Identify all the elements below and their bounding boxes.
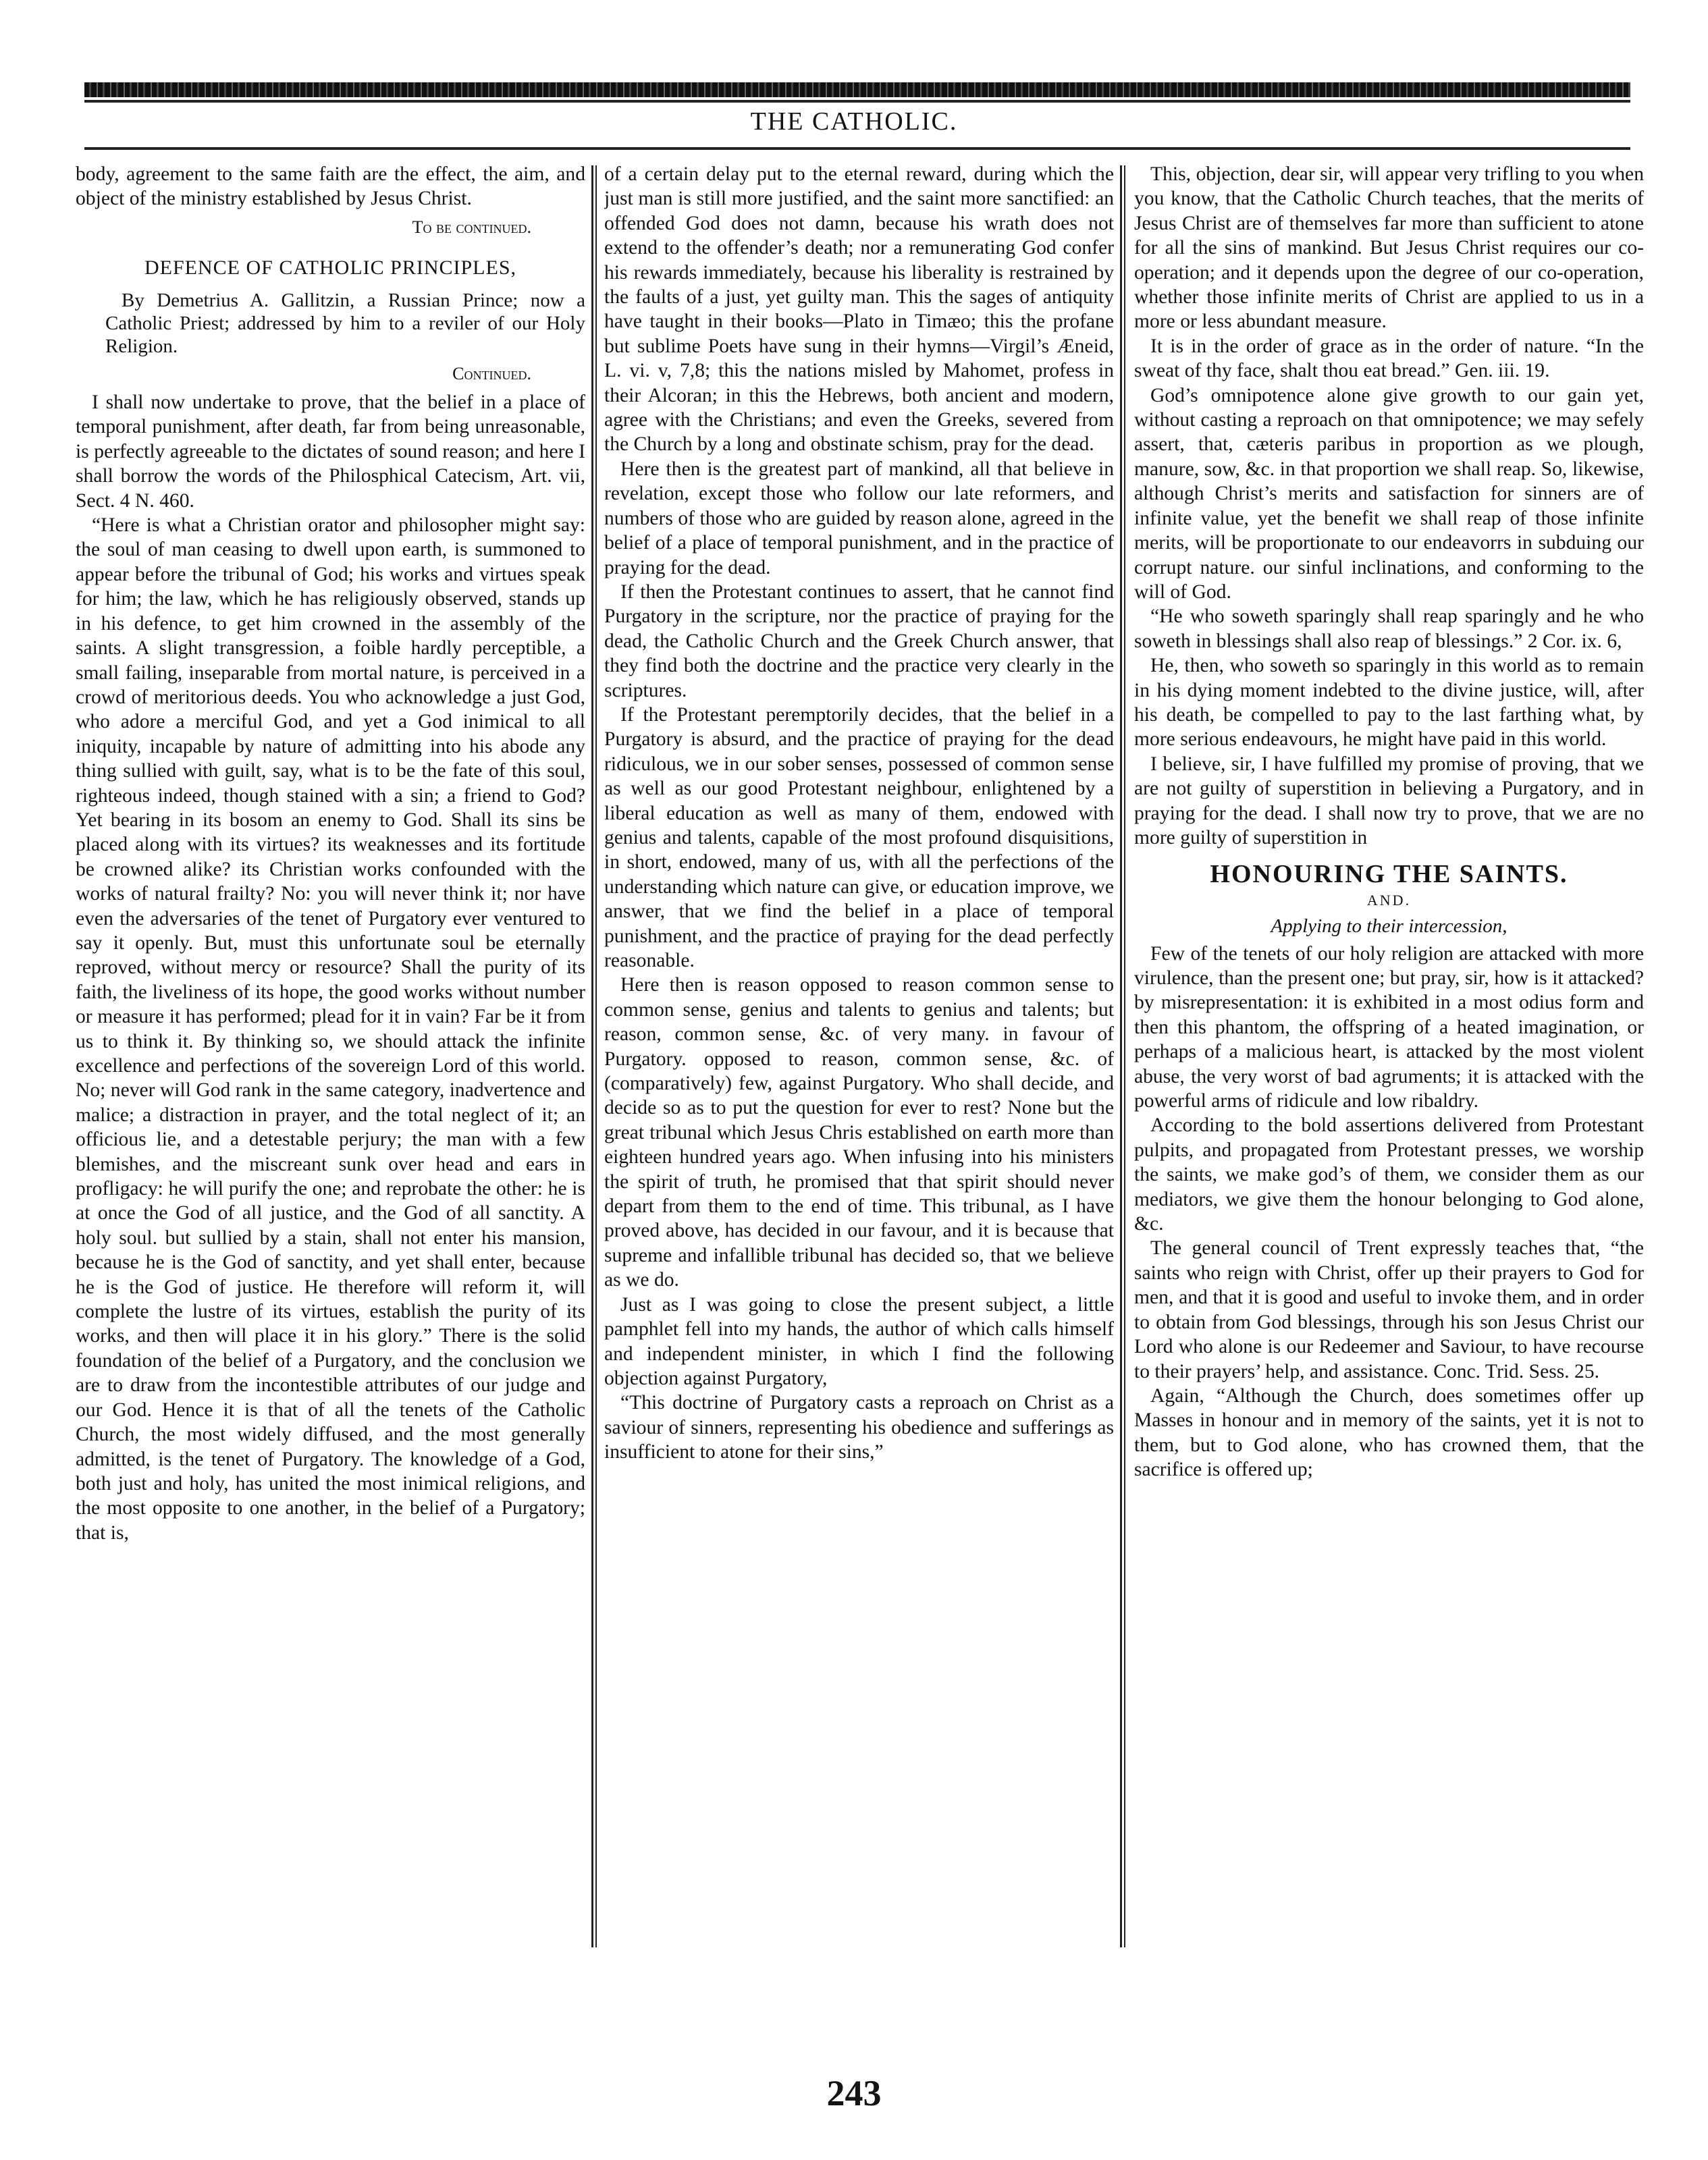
paragraph: Few of the tenets of our holy religion are attacked with more virulence, than the present one; but pray, sir, how is it attacked? by misrepresentation: it is exhibited in a most odius form and then this phantom, the offspring of a heated imagination, or perhaps of a malicious heart, is attacked by the most violent abuse, the very worst of bad agruments; it is attacked with the powerful arms of ridicule and low ribaldry. xyxy=(1134,942,1644,1112)
page-number: 243 xyxy=(826,2073,882,2113)
column-middle xyxy=(604,162,1114,1958)
paragraph: Here then is reason opposed to reason common sense to common sense, genius and talents to genius and talents; but reason, common sense, &c. of very many. in favour of Purgatory. opposed to reason, common sense, &c. of (comparatively) few, against Purgatory. Who shall decide, and decide so as to put the question for ever to rest? None but the great tribunal which Jesus Chris established on earth more than eighteen hundred years ago. When infusing into his ministers the spirit of truth, he promised that that spirit should never depart from them to the end of time. This tribunal, as I have proved above, has decided in our favour, and it is because that supreme and infallible tribunal has decided so, that we believe as we do. xyxy=(604,974,1114,1291)
paragraph: He, then, who soweth so sparingly in this world as to remain in his dying moment indebted to the divine justice, will, after his death, be compelled to pay to the last farthing what, by more serious endeavours, he might have paid in this world. xyxy=(1134,655,1644,751)
section-heading: HONOURING THE SAINTS. xyxy=(1210,860,1568,889)
paragraph: God’s omnipotence alone give growth to our gain yet, without casting a reproach on that omnipotence; we may sefely assert, that, cæteris paribus in proportion as we plough, manure, sow, &c. in that proportion we shall reap. So, likewise, although Christ’s merits and satisfaction for sinners are of infinite value, yet the benefit we shall reap of those infinite merits, will be proportionate to our endeavorrs in subduing our corrupt nature. our sinful inclinations, and conforming to the will of God. xyxy=(1134,384,1644,603)
column-left xyxy=(76,162,585,1958)
paragraph: of a certain delay put to the eternal reward, during which the just man is still more justified, and the saint more sanctified: an offended God does not damn, because his wrath does not extend to the offender’s death; nor a remunerating God confer his rewards immediately, because his liberality is restrained by the faults of a just, yet guilty man. This the sages of antiquity have taught in their books—Plato in Timæo; this the profane but sublime Poets have sung in their hymns—Virgil’s Æneid, L. vi. v, 7,8; this the nations misled by Mahomet, profess in their Alcoran; in this the Hebrews, both ancient and modern, agree with the Christians; and even the Greeks, severed from the Church by a long and obstinate schism, pray for the dead. xyxy=(604,163,1114,456)
paragraph: It is in the order of grace as in the order of nature. “In the sweat of thy face, shalt thou eat bread.” Gen. iii. 19. xyxy=(1134,335,1644,382)
article-title: DEFENCE OF CATHOLIC PRINCIPLES, xyxy=(144,256,517,279)
paragraph: If the Protestant peremptorily decides, that the belief in a Purgatory is absurd, and the practice of praying for the dead ridiculous, we in our sober senses, possessed of common sense as well as our good Protestant neighbour, enlightened by a liberal education as well as many of them, endowed with genius and talents, capable of the most profound disquisitions, in short, endowed, many of us, with all the perfections of the understanding which nature can give, or education improve, we answer, that we find the belief in a place of temporal punishment, and the practice of praying for the dead perfectly reasonable. xyxy=(604,703,1114,971)
paragraph: If then the Protestant continues to assert, that he cannot find Purgatory in the scripture, nor the practice of praying for the dead, the Catholic Church and the Greek Church answer, that they find both the doctrine and the practice very clearly in the scriptures. xyxy=(604,580,1114,701)
paragraph: Again, “Although the Church, does sometimes offer up Masses in honour and in memory of the saints, yet it is not to them, but to God alone, who has crowned them, that the sacrifice is offered up; xyxy=(1134,1384,1644,1481)
paragraph: I believe, sir, I have fulfilled my promise of proving, that we are not guilty of superstition in believing a Purgatory, and in praying for the dead. I shall now try to prove, that we are no more guilty of superstition in xyxy=(1134,753,1644,848)
masthead-rule xyxy=(84,100,1630,103)
paragraph: The general council of Trent expressly teaches that, “the saints who reign with Christ, offer up their prayers to God for men, and that it is good and useful to invoke them, and in order to obtain from God blessings, through his son Jesus Christ our Lord who alone is our Redeemer and Saviour, to have recourse to their prayers’ help, and assistance. Conc. Trid. Sess. 25. xyxy=(1134,1237,1644,1382)
continued-label: Continued. xyxy=(452,363,531,383)
paragraph: “Here is what a Christian orator and philosopher might say: the soul of man ceasing to dwell upon earth, is summoned to appear before the tribunal of God; his works and virtues speak for him; the law, which he has religiously observed, stands up in his defence, to get him crowned in the assembly of the saints. A slight transgression, a foible hardly perceptible, a small failing, inseparable from mortal nature, is perceived in a crowd of meritorious deeds. You who acknowledge a just God, who adore a merciful God, and yet a God inimical to all iniquity, incapable by nature of admitting into his abode any thing sullied with guilt, say, what is to be the fate of this soul, righteous indeed, though stained with a sin; a friend to God? Yet bearing in its bosom an enemy to God. Shall its sins be placed along with its virtues? its weaknesses and its fortitude be crowned alike? its Christian works confounded with the works of natural frailty? No: you will never think it; nor have even the adversaries of the tenet of Purgatory ever ventured to say it openly. But, must this unfortunate soul be eternally reproved, without mercy or resource? Shall the purity of its faith, the liveliness of its hope, the good works without number or measure it has performed; plead for it in vain? Far be it from us to think it. By thinking so, we should attack the infinite excellence and perfections of the sovereign Lord of this world. No; never will God rank in the same category, inadvertence and malice; a distraction in prayer, and the total neglect of it; an officious lie, and a detestable perjury; the man with a few blemishes, and the miscreant sunk over head and ears in profligacy: he will purify the one; and reprobate the other: he is at once the God of all justice, and the God of all sanctity. A holy soul. but sullied by a stain, shall not enter his mansion, because he is the God of sanctity, and yet shall enter, because he is the God of justice. He therefore will reform it, will complete the lustre of its virtues, establish the purity of its works, and then will place it in his glory.” There is the solid foundation of the belief of a Purgatory, and the conclusion we are to draw from the incontestible attributes of our judge and our God. Hence it is that of all the tenets of the Catholic Church, the most widely diffused, and the most generally admitted, is the tenet of Purgatory. The knowledge of a God, both just and holy, has united the most inimical religions, and the most opposite to one another, in the belief of a Purgatory; that is, xyxy=(76,514,585,1544)
paragraph: According to the bold assertions delivered from Protestant pulpits, and propagated from Protestant presses, we worship the saints, we make god’s of them, we consider them as our mediators, we give them the honour belonging to God alone, &c. xyxy=(1134,1114,1644,1235)
section-subheading: Applying to their intercession, xyxy=(1271,915,1507,938)
paragraph: “He who soweth sparingly shall reap sparingly and he who soweth in blessings shall also reap of blessings.” 2 Cor. ix. 6, xyxy=(1134,605,1644,652)
quoted-objection: “This doctrine of Purgatory casts a reproach on Christ as a saviour of sinners, representing his obedience and sufferings as insufficient to atone for their sins,” xyxy=(604,1392,1114,1463)
column-divider-2 xyxy=(1120,165,1122,1947)
paragraph: Just as I was going to close the present subject, a little pamphlet fell into my hands, the author of which calls himself and independent minister, in which I find the following objection against Purgatory, xyxy=(604,1293,1114,1389)
column-divider-2b xyxy=(1124,165,1125,1947)
section-heading-conjunction: AND. xyxy=(1366,891,1412,909)
masthead-ornamental-rule xyxy=(84,82,1630,97)
column-divider-1 xyxy=(591,165,593,1947)
column-divider-1b xyxy=(595,165,597,1947)
header-rule xyxy=(84,147,1630,150)
paragraph: This, objection, dear sir, will appear very trifling to you when you know, that the Catholic Church teaches, that the merits of Jesus Christ are of themselves far more than sufficient to atone for all the sins of mankind. But Jesus Christ requires our co-operation; and it depends upon the degree of our co-operation, whether those infinite merits of Christ are applied to us in a more or less abundant measure. xyxy=(1134,163,1644,333)
column-right xyxy=(1134,162,1644,1958)
paragraph-continued-from-previous: body, agreement to the same faith are the effect, the aim, and object of the ministry established by Jesus Christ. xyxy=(76,163,585,210)
article-byline: By Demetrius A. Gallitzin, a Russian Prince; now a Catholic Priest; addressed by him to a reviler of our Holy Religion. xyxy=(105,289,585,357)
paragraph: Here then is the greatest part of mankind, all that believe in revelation, except those who follow our late reformers, and numbers of those who are guided by reason alone, agreed in the belief of a place of temporal punishment, and in the practice of praying for the dead. xyxy=(604,458,1114,578)
paragraph: I shall now undertake to prove, that the belief in a place of temporal punishment, after death, far from being unreasonable, is perfectly agreeable to the dictates of sound reason; and here I shall borrow the words of the Philosphical Catecism, Art. vii, Sect. 4 N. 460. xyxy=(76,392,585,512)
running-title: THE CATHOLIC. xyxy=(750,107,958,136)
to-be-continued-note: To be continued. xyxy=(412,217,531,237)
